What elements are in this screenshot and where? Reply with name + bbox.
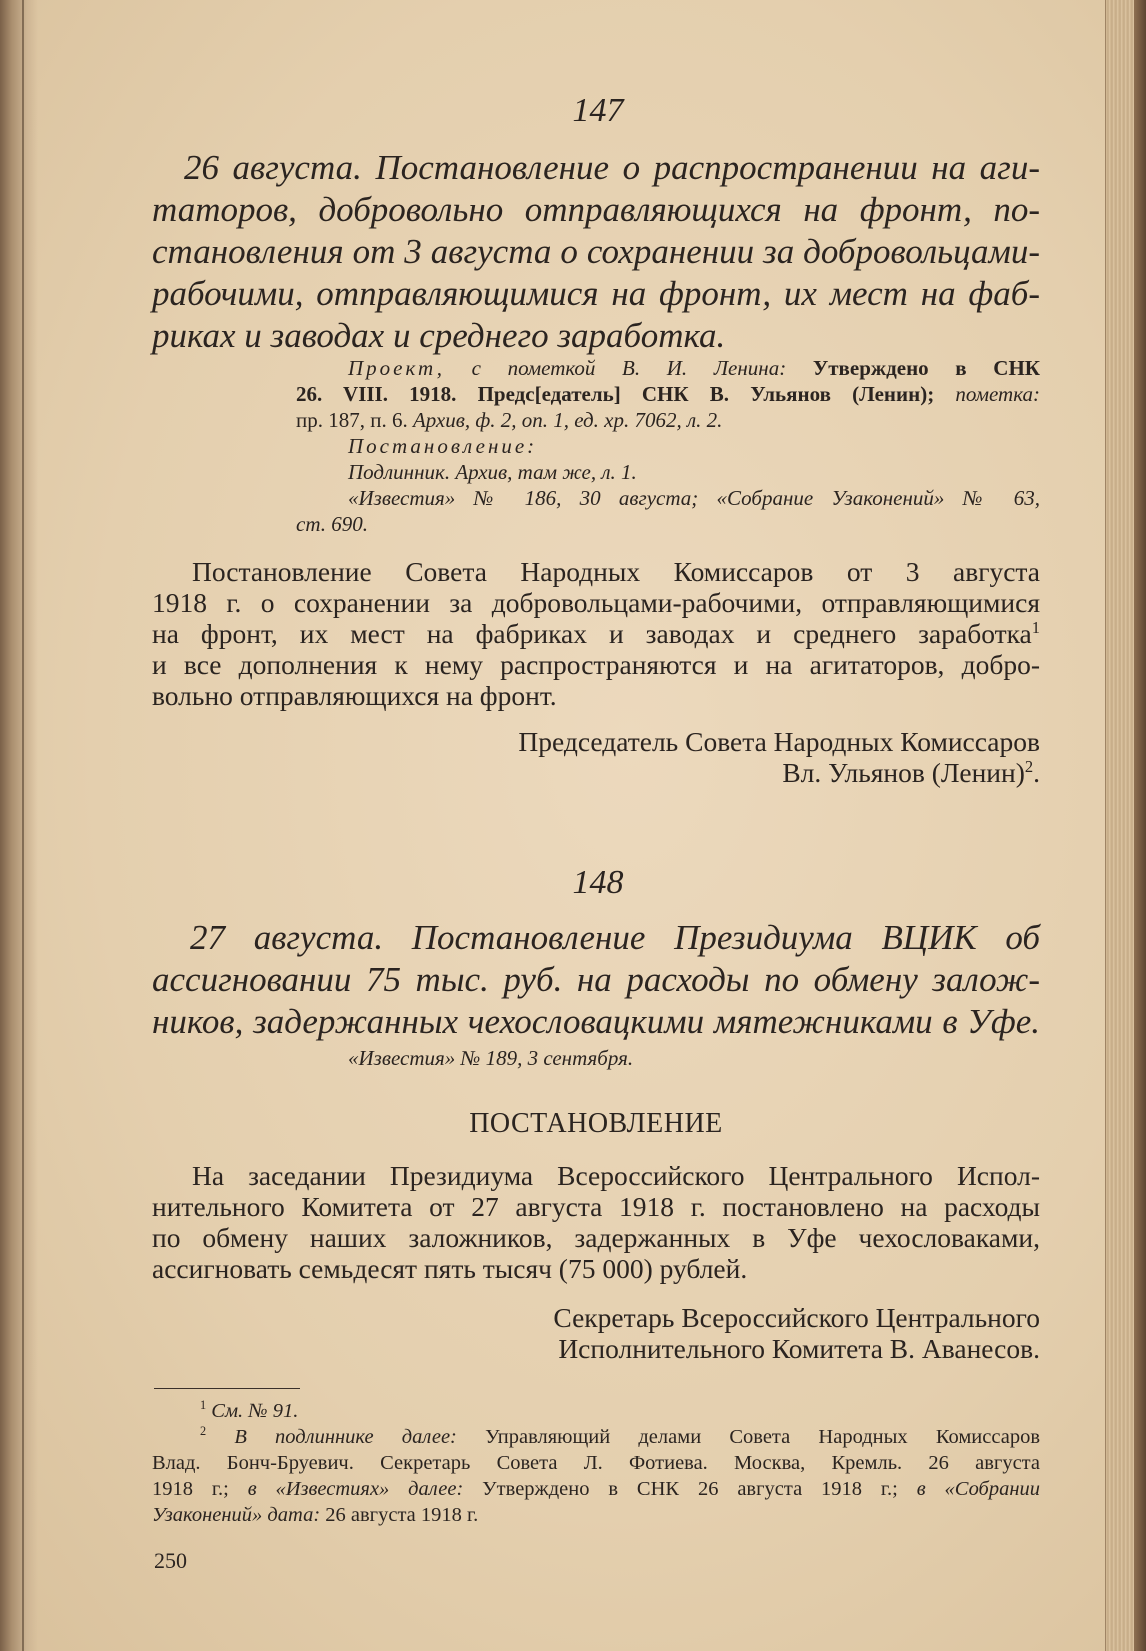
title-line: ассигновании 75 тыс. руб. на расходы по обмену залож- (152, 960, 1040, 999)
footnote-ref-2: 2 (1024, 756, 1034, 776)
source-line: Постановление: (348, 434, 538, 458)
body-line: вольно отправляющихся на фронт. (152, 680, 557, 711)
body-line: 1918 г. о сохранении за добровольцами-рабочими, отправляющимися (152, 587, 1040, 618)
body-line: нительного Комитета от 27 августа 1918 г. постановлено на расходы (152, 1191, 1040, 1222)
title-line: 27 августа. Постановление Президиума ВЦИК об (190, 918, 1040, 957)
document-148-heading: ПОСТАНОВЛЕНИЕ (469, 1108, 723, 1139)
body-line: ассигновать семьдесят пять тысяч (75 000) рублей. (152, 1253, 748, 1284)
title-line: таторов, добровольно отправляющихся на фронт, по- (152, 190, 1040, 229)
footnote-2: $^2$ В подлиннике далее: Управляющий делами Совета Народных Комиссаров (200, 1424, 1041, 1448)
title-line: 26 августа. Постановление о распространении на аги- (184, 148, 1040, 187)
source-line: Проект, с пометкой В. И. Ленина: Утверждено в СНК (348, 356, 1041, 380)
footnote-2-line: 1918 г.; в «Известиях» далее: Утверждено в СНК 26 августа 1918 г.; в «Собрании (152, 1478, 1041, 1500)
body-line: на фронт, их мест на фабриках и заводах и среднего заработка$^1$ (152, 617, 1040, 649)
title-line: ников, задержанных чехословацкими мятежниками в Уфе. (152, 1002, 1040, 1041)
footnote-ref-1: 1 (1031, 617, 1040, 637)
title-line: становления от 3 августа о сохранении за добровольцами- (152, 232, 1040, 271)
signature-line: Секретарь Всероссийского Центрального (553, 1302, 1040, 1333)
body-line: Постановление Совета Народных Комиссаров от 3 августа (192, 556, 1040, 587)
binding-crease (22, 0, 24, 1651)
page-number: 250 (154, 1548, 187, 1573)
document-number-147: 147 (572, 92, 624, 129)
signature-line: Исполнительного Комитета В. Аванесов. (558, 1333, 1040, 1364)
footnote-1: $^1$ См. № 91. (200, 1398, 299, 1422)
book-cover-edge (1134, 0, 1146, 1651)
signature-line: Председатель Совета Народных Комиссаров (518, 726, 1040, 757)
page-binding (0, 0, 38, 1651)
source-line: 26. VIII. 1918. Предс[едатель] СНК В. Ульянов (Ленин); пометка: (296, 382, 1041, 406)
source-line: «Известия» № 186, 30 августа; «Собрание Узаконений» № 63, (348, 486, 1040, 510)
footnote-2-line: Влад. Бонч-Бруевич. Секретарь Совета Л. Фотиева. Москва, Кремль. 26 августа (152, 1452, 1040, 1474)
document-148-source: «Известия» № 189, 3 сентября. (348, 1046, 634, 1070)
body-line: На заседании Президиума Всероссийского Центрального Испол- (192, 1160, 1040, 1191)
footnote-divider (154, 1388, 300, 1389)
title-line: рабочими, отправляющимися на фронт, их мест на фаб- (152, 274, 1040, 313)
document-number-148: 148 (572, 864, 624, 901)
signature-line: Вл. Ульянов (Ленин)$^2$. (782, 756, 1040, 788)
source-line: Подлинник. Архив, там же, л. 1. (348, 460, 637, 484)
source-line: ст. 690. (296, 512, 368, 536)
footnote-2-line: Узаконений» дата: 26 августа 1918 г. (152, 1504, 479, 1526)
source-line: пр. 187, п. 6. Архив, ф. 2, оп. 1, ед. хр. 7062, л. 2. (296, 408, 723, 432)
body-line: и все дополнения к нему распространяются и на агитаторов, добро- (152, 649, 1040, 680)
title-line: риках и заводах и среднего заработка. (152, 316, 726, 355)
body-line: по обмену наших заложников, задержанных в Уфе чехословаками, (152, 1222, 1040, 1253)
